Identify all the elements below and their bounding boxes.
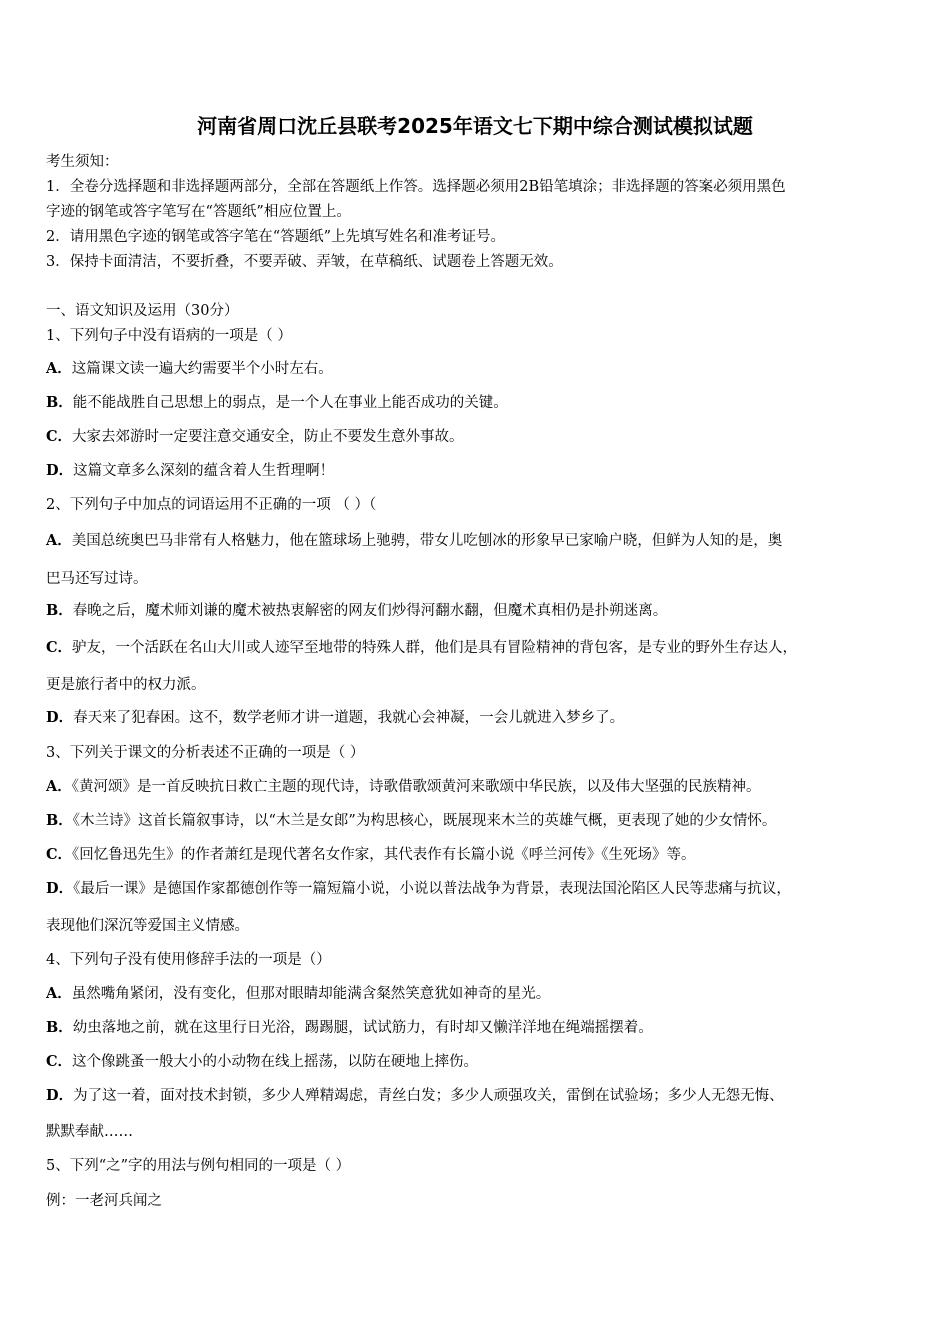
question-3-option-d [46, 879, 791, 899]
option-text: 《最后一课》是德国作家都德创作等一篇短篇小说，小说以普法战争为背景，表现法国沦陷区人民等悲痛与抗议， [73, 881, 791, 897]
question-2-option-d [46, 708, 624, 728]
option-text: 虽然嘴角紧闭，没有变化，但那对眼睛却能满含粲然笑意犹如神奇的星光。 [71, 986, 551, 1002]
option-letter: B． [46, 1019, 73, 1036]
question-4-stem: 4、下列句子没有使用修辞手法的一项是（） [46, 952, 331, 968]
notice-item-2: 2．请用黑色字迹的钢笔或答字笔在“答题纸”上先填写姓名和准考证号。 [46, 229, 506, 245]
question-4-option-b [46, 1018, 653, 1038]
question-1-option-b [46, 393, 508, 413]
option-text: 幼虫落地之前，就在这里行日光浴，踢踢腿，试试筋力，有时却又懒洋洋地在绳端摇摆着。 [72, 1020, 653, 1036]
notice-item-1-cont: 字迹的钢笔或答字笔写在“答题纸”相应位置上。 [46, 204, 351, 220]
question-4-option-d [46, 1086, 784, 1106]
question-1-stem: 1、下列句子中没有语病的一项是（ ） [46, 328, 292, 344]
option-text: 这篇文章多么深刻的蕴含着人生哲理啊！ [73, 463, 335, 479]
question-5-example: 例：一老河兵闻之 [46, 1193, 162, 1209]
option-text: 美国总统奥巴马非常有人格魅力，他在篮球场上驰骋，带女儿吃刨冰的形象早已家喻户晓，但鲜为人知的是，奥 [71, 533, 783, 549]
option-text: 《木兰诗》这首长篇叙事诗，以“木兰是女郎”为构思核心，既展现来木兰的英雄气概，更表现了她的少女情怀。 [72, 813, 777, 829]
option-letter: B． [46, 394, 73, 411]
question-1-option-a [46, 359, 333, 379]
notice-heading: 考生须知： [46, 154, 119, 170]
option-text: 大家去郊游时一定要注意交通安全，防止不要发生意外事故。 [72, 429, 464, 445]
question-2-option-b [46, 601, 667, 621]
question-4-option-c [46, 1052, 478, 1072]
question-2-option-c-cont: 更是旅行者中的权力派。 [46, 677, 206, 693]
question-4-option-d-cont: 默默奉献…… [46, 1124, 133, 1140]
option-letter: A． [46, 985, 72, 1002]
question-3-option-b [46, 811, 776, 831]
option-letter: C． [46, 428, 73, 445]
question-3-stem: 3、下列关于课文的分析表述不正确的一项是（ ） [46, 745, 365, 761]
option-text: 为了这一着，面对技术封锁，多少人殚精竭虑，青丝白发；多少人顽强攻关，雷倒在试验场；多少人无怨无悔、 [73, 1088, 784, 1104]
question-5-stem: 5、下列“之”字的用法与例句相同的一项是（ ） [46, 1158, 351, 1174]
notice-item-1: 1．全卷分选择题和非选择题两部分，全部在答题纸上作答。选择题必须用2B铅笔填涂；非选择题的答案必须用黑色 [46, 179, 786, 195]
option-letter: B． [46, 602, 73, 619]
option-text: 《黄河颂》是一首反映抗日救亡主题的现代诗，诗歌借歌颂黄河来歌颂中华民族，以及伟大坚强的民族精神。 [71, 779, 761, 795]
option-letter: D． [46, 462, 74, 479]
question-2-option-c [46, 638, 797, 658]
option-letter: D． [46, 709, 74, 726]
option-letter: B． [46, 812, 73, 829]
section-heading: 一、语文知识及运用（30分） [46, 303, 239, 319]
option-text: 这篇课文读一遍大约需要半个小时左右。 [71, 361, 333, 377]
option-letter: D． [46, 1087, 74, 1104]
question-3-option-c [46, 845, 696, 865]
option-letter: C． [46, 639, 73, 656]
option-letter: A． [46, 360, 72, 377]
option-text: 这个像跳蚤一般大小的小动物在线上摇荡，以防在硬地上摔伤。 [72, 1054, 479, 1070]
option-text: 驴友，一个活跃在名山大川或人迹罕至地带的特殊人群，他们是具有冒险精神的背包客，是专业的野外生存达人， [72, 640, 798, 656]
page-title: 河南省周口沈丘县联考2025年语文七下期中综合测试模拟试题 [197, 114, 753, 138]
option-letter: A． [46, 778, 72, 795]
option-text: 能不能战胜自己思想上的弱点，是一个人在事业上能否成功的关键。 [72, 395, 508, 411]
question-2-option-a [46, 531, 782, 551]
question-3-option-a [46, 777, 761, 797]
question-2-option-a-cont: 巴马还写过诗。 [46, 571, 148, 587]
option-text: 春天来了犯春困。这不，数学老师才讲一道题，我就心会神凝，一会儿就进入梦乡了。 [73, 710, 625, 726]
question-2-stem: 2、下列句子中加点的词语运用不正确的一项 （ ）（ [46, 497, 377, 513]
option-text: 春晚之后，魔术师刘谦的魔术被热衷解密的网友们炒得河翻水翻，但魔术真相仍是扑朔迷离。 [72, 603, 668, 619]
option-letter: C． [46, 846, 73, 863]
option-letter: A． [46, 532, 72, 549]
option-text: 《回忆鲁迅先生》的作者萧红是现代著名女作家，其代表作有长篇小说《呼兰河传》《生死场》等。 [72, 847, 696, 863]
option-letter: C． [46, 1053, 73, 1070]
question-4-option-a [46, 984, 550, 1004]
question-1-option-d [46, 461, 334, 481]
option-letter: D． [46, 880, 74, 897]
question-3-option-d-cont: 表现他们深沉等爱国主义情感。 [46, 918, 249, 934]
question-1-option-c [46, 427, 464, 447]
notice-item-3: 3．保持卡面清洁，不要折叠，不要弄破、弄皱，在草稿纸、试题卷上答题无效。 [46, 254, 563, 270]
